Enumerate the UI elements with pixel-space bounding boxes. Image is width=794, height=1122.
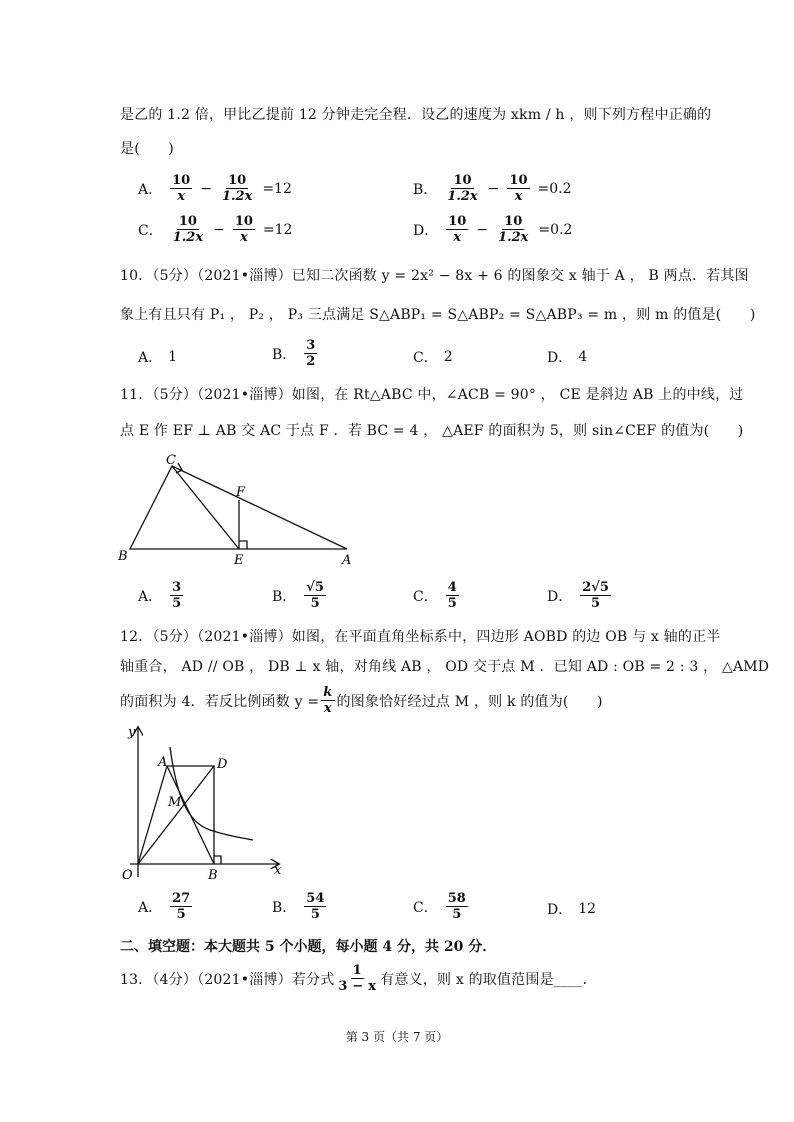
q10-option-b[interactable]: B． $\frac{3}{2}$ (272, 338, 316, 369)
q12-option-d[interactable]: D． 12 (547, 901, 597, 918)
q12-coordinate-figure (110, 722, 290, 884)
section-heading: 二、填空题：本大题共 5 个小题，每小题 4 分，共 20 分． (120, 939, 497, 955)
q11-text-line1: 11．（5分）（2021•淄博）如图，在 Rt△ABC 中，∠ACB = 90° ， CE 是斜边 AB 上的中线，过 (120, 387, 744, 403)
label-x: x (274, 863, 282, 878)
q9-option-a[interactable]: A． $\frac{10}{x}$ − $\frac{10}{1.2x}$ =12 (138, 173, 292, 204)
q11-option-d[interactable]: D． $\frac{2√5}{5}$ (547, 580, 609, 611)
q11-option-a[interactable]: A． $\frac{3}{5}$ (138, 580, 182, 611)
option-label: A． (138, 181, 163, 198)
q9-option-c[interactable]: C． $\frac{10}{1.2x}$ − $\frac{10}{x}$ =12 (138, 214, 293, 245)
fraction: $\frac{3}{2}$ (306, 338, 316, 369)
fraction: $\frac{58}{5}$ (447, 891, 466, 922)
option-label: C． (138, 222, 163, 239)
label-b: B (118, 549, 128, 564)
label-y: y (128, 725, 136, 740)
q11-triangle-figure (110, 450, 360, 570)
fraction: $\frac{10}{1.2x}$ (172, 214, 204, 245)
q10-text-line1: 10．（5分）（2021•淄博）已知二次函数 y = 2x² − 8x + 6 的图象交 x 轴于 A ， B 两点．若其图 (120, 268, 749, 284)
fraction: $\frac{27}{5}$ (172, 891, 191, 922)
q9-text-line1: 是乙的 1.2 倍，甲比乙提前 12 分钟走完全程．设乙的速度为 xkm / h ，则下列方程中正确的 (120, 107, 712, 123)
q10-text-line2: 象上有且只有 P₁ ， P₂ ， P₃ 三点满足 S△ABP₁ = S△ABP₂ = S△ABP₃ = m ，则 m 的值是( ) (120, 307, 756, 323)
label-b: B (208, 868, 218, 883)
q13-text: 13．（4分）（2021•淄博）若分式 $\frac{1}{3 - x}$ 有意义，则 x 的取值范围是____． (120, 963, 597, 994)
hyperbola-curve (170, 747, 253, 840)
fraction: $\frac{10}{x}$ (172, 173, 191, 204)
label-e: E (234, 553, 244, 568)
q12-option-c[interactable]: C． $\frac{58}{5}$ (413, 891, 466, 922)
fraction: $\frac{2√5}{5}$ (582, 580, 609, 611)
fraction: $\frac{10}{1.2x}$ (447, 173, 478, 204)
q11-option-c[interactable]: C． $\frac{4}{5}$ (413, 580, 457, 611)
label-f: F (236, 485, 246, 500)
q12-option-a[interactable]: A． $\frac{27}{5}$ (138, 891, 191, 922)
fraction: $\frac{√5}{5}$ (306, 580, 324, 611)
fraction: $\frac{k}{x}$ (323, 685, 333, 716)
median-ce (172, 466, 239, 549)
q10-option-c[interactable]: C． 2 (413, 349, 453, 366)
label-c: C (166, 453, 176, 468)
fraction: $\frac{1}{3 - x}$ (338, 963, 377, 994)
fraction: $\frac{10}{1.2x}$ (498, 214, 529, 245)
q11-option-b[interactable]: B． $\frac{√5}{5}$ (272, 580, 324, 611)
label-m: M (168, 795, 182, 810)
q12-option-b[interactable]: B． $\frac{54}{5}$ (272, 891, 325, 922)
q12-text-line2: 轴重合， AD // OB ， DB ⊥ x 轴，对角线 AB ， OD 交于点 M ．已知 AD : OB = 2 : 3 ， △AMD (120, 659, 770, 675)
fraction: $\frac{10}{x}$ (509, 173, 528, 204)
option-label: B． (413, 181, 438, 198)
label-a: A (342, 553, 352, 568)
q9-text-line2: 是( ) (120, 141, 174, 157)
label-d: D (217, 757, 228, 772)
q10-option-a[interactable]: A． 1 (138, 349, 178, 366)
right-angle-b-mark (214, 856, 221, 864)
right-angle-e-mark (239, 541, 247, 549)
q10-option-d[interactable]: D． 4 (547, 349, 588, 366)
fraction: $\frac{10}{x}$ (448, 214, 467, 245)
q9-option-d[interactable]: D． $\frac{10}{x}$ − $\frac{10}{1.2x}$ =0.2 (413, 214, 573, 245)
fraction: $\frac{4}{5}$ (447, 580, 457, 611)
fraction: $\frac{3}{5}$ (172, 580, 182, 611)
fraction: $\frac{10}{x}$ (234, 214, 253, 245)
label-a: A (158, 755, 168, 770)
fraction: $\frac{54}{5}$ (306, 891, 325, 922)
label-o: O (122, 868, 133, 883)
fraction: $\frac{10}{1.2x}$ (221, 173, 253, 204)
q9-option-b[interactable]: B． $\frac{10}{1.2x}$ − $\frac{10}{x}$ =0.2 (413, 173, 572, 204)
page-footer: 第 3 页（共 7 页） (345, 1030, 449, 1044)
q12-text-line1: 12．（5分）（2021•淄博）如图，在平面直角坐标系中，四边形 AOBD 的边 OB 与 x 轴的正半 (120, 629, 721, 645)
option-label: D． (413, 222, 439, 239)
q12-text-line3: 的面积为 4．若反比例函数 y = $\frac{k}{x}$ 的图象恰好经过点 M ，则 k 的值为( ) (120, 685, 603, 716)
q11-text-line2: 点 E 作 EF ⊥ AB 交 AC 于点 F ．若 BC = 4 ， △AEF 的面积为 5，则 sin∠CEF 的值为( ) (120, 423, 744, 439)
